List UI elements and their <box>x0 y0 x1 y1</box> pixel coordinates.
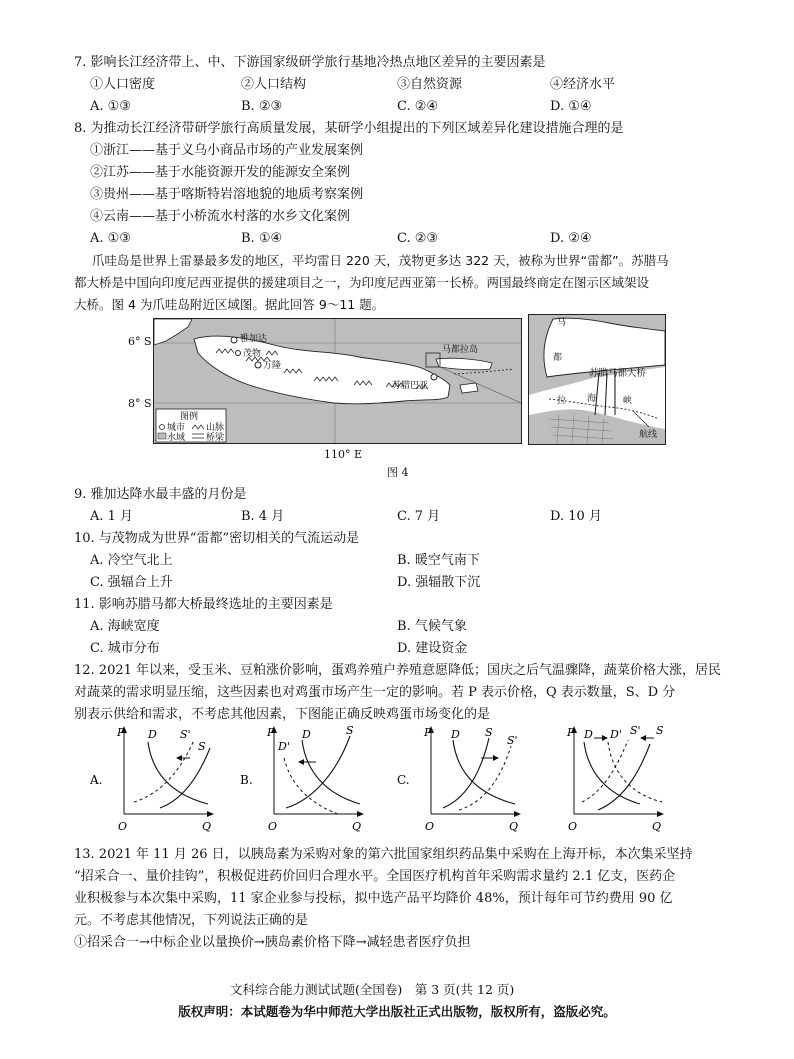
q10-option-c[interactable]: C. 强辐合上升 <box>90 575 173 590</box>
graph-d-curve-d: D <box>584 728 593 741</box>
legend-water: 水域 <box>167 433 186 443</box>
q9-option-a[interactable]: A. 1 月 <box>90 509 134 524</box>
java-map <box>153 318 522 444</box>
madura-label: 马都拉岛 <box>442 345 479 355</box>
graph-d-curve-d-prime: D' <box>610 728 622 741</box>
q7-option-a[interactable]: A. ①③ <box>90 99 131 114</box>
q8-item-4: ④云南——基于小桥流水村落的水乡文化案例 <box>90 209 351 224</box>
q7-item-2: ②人口结构 <box>241 77 307 92</box>
graph-a-p: P <box>117 726 125 739</box>
q12-line-2: 对蔬菜的需求明显压缩，这些因素也对鸡蛋市场产生一定的影响。若 P 表示价格，Q 表示数量，S、D 分 <box>74 685 676 700</box>
q10-option-d[interactable]: D. 强辐散下沉 <box>397 575 481 590</box>
city-bogor-marker <box>236 351 241 356</box>
figure-caption: 图 4 <box>387 466 409 479</box>
q9-stem: 9. 雅加达降水最丰盛的月份是 <box>74 487 247 502</box>
inset-la: 拉 <box>557 396 567 406</box>
q8-option-a[interactable]: A. ①③ <box>90 231 131 246</box>
city-bogor-label: 茂物 <box>243 349 262 359</box>
inset-xia: 峡 <box>623 396 633 406</box>
graph-c-curve-s-prime: S' <box>507 734 518 747</box>
q7-option-d[interactable]: D. ①④ <box>550 99 592 114</box>
q7-option-c[interactable]: C. ②④ <box>397 99 439 114</box>
q11-option-a[interactable]: A. 海峡宽度 <box>90 619 160 634</box>
q11-option-b[interactable]: B. 气候气象 <box>397 619 467 634</box>
graph-c[interactable] <box>397 722 527 832</box>
graph-c-curve-s: S <box>485 726 493 739</box>
map-legend <box>156 409 226 443</box>
graph-a-curve-s-prime: S' <box>180 728 191 741</box>
graph-a-label: A. <box>90 773 103 787</box>
q13-line-4: 元。不考虑其他情况，下列说法正确的是 <box>74 913 309 928</box>
q8-option-c[interactable]: C. ②③ <box>397 231 439 246</box>
q9-option-c[interactable]: C. 7 月 <box>397 509 441 524</box>
city-bandung-label: 万隆 <box>263 361 282 371</box>
q8-option-b[interactable]: B. ①④ <box>241 231 283 246</box>
graph-c-curve-d: D <box>451 728 460 741</box>
lat-6s-label: 6° S <box>128 335 152 348</box>
bridge-inset-svg <box>529 315 665 444</box>
graph-a-curve-s: S <box>198 740 206 753</box>
q7-item-1: ①人口密度 <box>90 77 156 92</box>
inset-hai: 海 <box>587 394 597 404</box>
city-bandung-marker <box>255 362 261 368</box>
legend-mountain: 山脉 <box>206 423 225 433</box>
city-jakarta-marker <box>231 337 237 343</box>
graph-b[interactable] <box>240 722 370 832</box>
q10-stem: 10. 与茂物成为世界“雷都”密切相关的气流运动是 <box>74 531 360 546</box>
bridge-inset-map <box>528 314 666 445</box>
passage-line-2: 都大桥是中国向印度尼西亚提供的援建项目之一，为印度尼西亚第一长桥。两国最终商定在图示区域架设 <box>74 275 650 290</box>
page-footer: 文科综合能力测试试题(全国卷) 第 3 页(共 12 页) <box>230 982 515 997</box>
graph-b-origin: O <box>268 820 278 832</box>
q8-item-1: ①浙江——基于义乌小商品市场的产业发展案例 <box>90 143 364 158</box>
q13-line-1: 13. 2021 年 11 月 26 日，以胰岛素为采购对象的第六批国家组织药品集中采购在上海开标，本次集采坚持 <box>74 847 693 862</box>
q8-item-2: ②江苏——基于水能资源开发的能源安全案例 <box>90 165 351 180</box>
graph-c-origin: O <box>425 820 435 832</box>
graph-b-p: P <box>267 726 275 739</box>
lon-110e-label: 110° E <box>324 448 363 461</box>
q9-option-b[interactable]: B. 4 月 <box>241 509 285 524</box>
legend-bridge: 桥梁 <box>206 433 225 443</box>
graph-d-q: Q <box>652 820 662 832</box>
graph-b-curve-d: D <box>302 728 311 741</box>
graph-d-curve-s-prime: S' <box>630 724 641 737</box>
graph-c-label: C. <box>397 773 410 787</box>
graph-a-curve-d: D <box>148 728 157 741</box>
graph-a-q: Q <box>202 820 212 832</box>
q13-line-2: “招采合一、量价挂钩”，积极促进药价回归合理水平。全国医疗机构首年采购需求量约 2.1 亿支，医药企 <box>74 869 676 884</box>
graph-d-p: P <box>567 726 575 739</box>
passage-line-1: 爪哇岛是世界上雷暴最多发的地区，平均雷日 220 天，茂物更多达 322 天，被称为世界“雷都”。苏腊马 <box>92 253 669 268</box>
graph-d[interactable] <box>540 722 670 832</box>
q7-option-b[interactable]: B. ②③ <box>241 99 283 114</box>
q8-item-3: ③贵州——基于喀斯特岩溶地貌的地质考察案例 <box>90 187 364 202</box>
java-map-svg <box>154 319 521 443</box>
lat-8s-label: 8° S <box>128 397 152 410</box>
inset-route-label: 航线 <box>639 430 658 440</box>
passage-line-3: 大桥。图 4 为爪哇岛附近区域图。据此回答 9～11 题。 <box>74 297 385 312</box>
inset-ma: 马 <box>557 318 567 328</box>
legend-city: 城市 <box>167 423 186 433</box>
q13-line-5: ①招采合一→中标企业以量换价→胰岛素价格下降→减轻患者医疗负担 <box>74 935 471 950</box>
q11-option-d[interactable]: D. 建设资金 <box>397 641 468 656</box>
inset-du: 都 <box>553 353 563 363</box>
graph-b-q: Q <box>352 820 362 832</box>
q7-item-4: ④经济水平 <box>550 77 616 92</box>
graph-c-q: Q <box>509 820 519 832</box>
q10-option-a[interactable]: A. 冷空气北上 <box>90 553 173 568</box>
city-surabaya-marker <box>431 374 437 380</box>
q9-option-d[interactable]: D. 10 月 <box>550 509 602 524</box>
q12-line-3: 别表示供给和需求，不考虑其他因素，下图能正确反映鸡蛋市场变化的是 <box>74 707 491 722</box>
q11-option-c[interactable]: C. 城市分布 <box>90 641 160 656</box>
graph-b-curve-d-prime: D' <box>278 740 290 753</box>
legend-title: 图例 <box>180 412 199 422</box>
graph-b-curve-s: S <box>346 724 354 737</box>
inset-bridge-label: 苏腊马都大桥 <box>589 368 647 379</box>
city-surabaya-label: 苏腊巴亚 <box>392 381 429 391</box>
q11-stem: 11. 影响苏腊马都大桥最终选址的主要因素是 <box>74 597 333 612</box>
city-jakarta-label: 雅加达 <box>240 334 268 344</box>
graph-b-label: B. <box>240 773 253 787</box>
q8-stem: 8. 为推动长江经济带研学旅行高质量发展，某研学小组提出的下列区域差异化建设措施合理的是 <box>74 121 624 136</box>
graph-d-curve-s: S <box>656 724 664 737</box>
graph-a[interactable] <box>90 722 220 832</box>
graph-d-origin: O <box>568 820 578 832</box>
q10-option-b[interactable]: B. 暖空气南下 <box>397 553 480 568</box>
q7-item-3: ③自然资源 <box>397 77 463 92</box>
copyright-notice: 版权声明：本试题卷为华中师范大学出版社正式出版物，版权所有，盗版必究。 <box>178 1004 616 1019</box>
q13-line-3: 业积极参与本次集中采购，11 家企业参与投标，拟中选产品平均降价 48%，预计每年可节约费用 90 亿 <box>74 891 673 906</box>
q8-option-d[interactable]: D. ②④ <box>550 231 592 246</box>
q7-stem: 7. 影响长江经济带上、中、下游国家级研学旅行基地冷热点地区差异的主要因素是 <box>74 55 546 70</box>
graph-c-p: P <box>424 726 432 739</box>
graph-a-origin: O <box>118 820 128 832</box>
q12-line-1: 12. 2021 年以来，受玉米、豆粕涨价影响，蛋鸡养殖户养殖意愿降低；国庆之后气温骤降，蔬菜价格大涨，居民 <box>74 663 722 678</box>
